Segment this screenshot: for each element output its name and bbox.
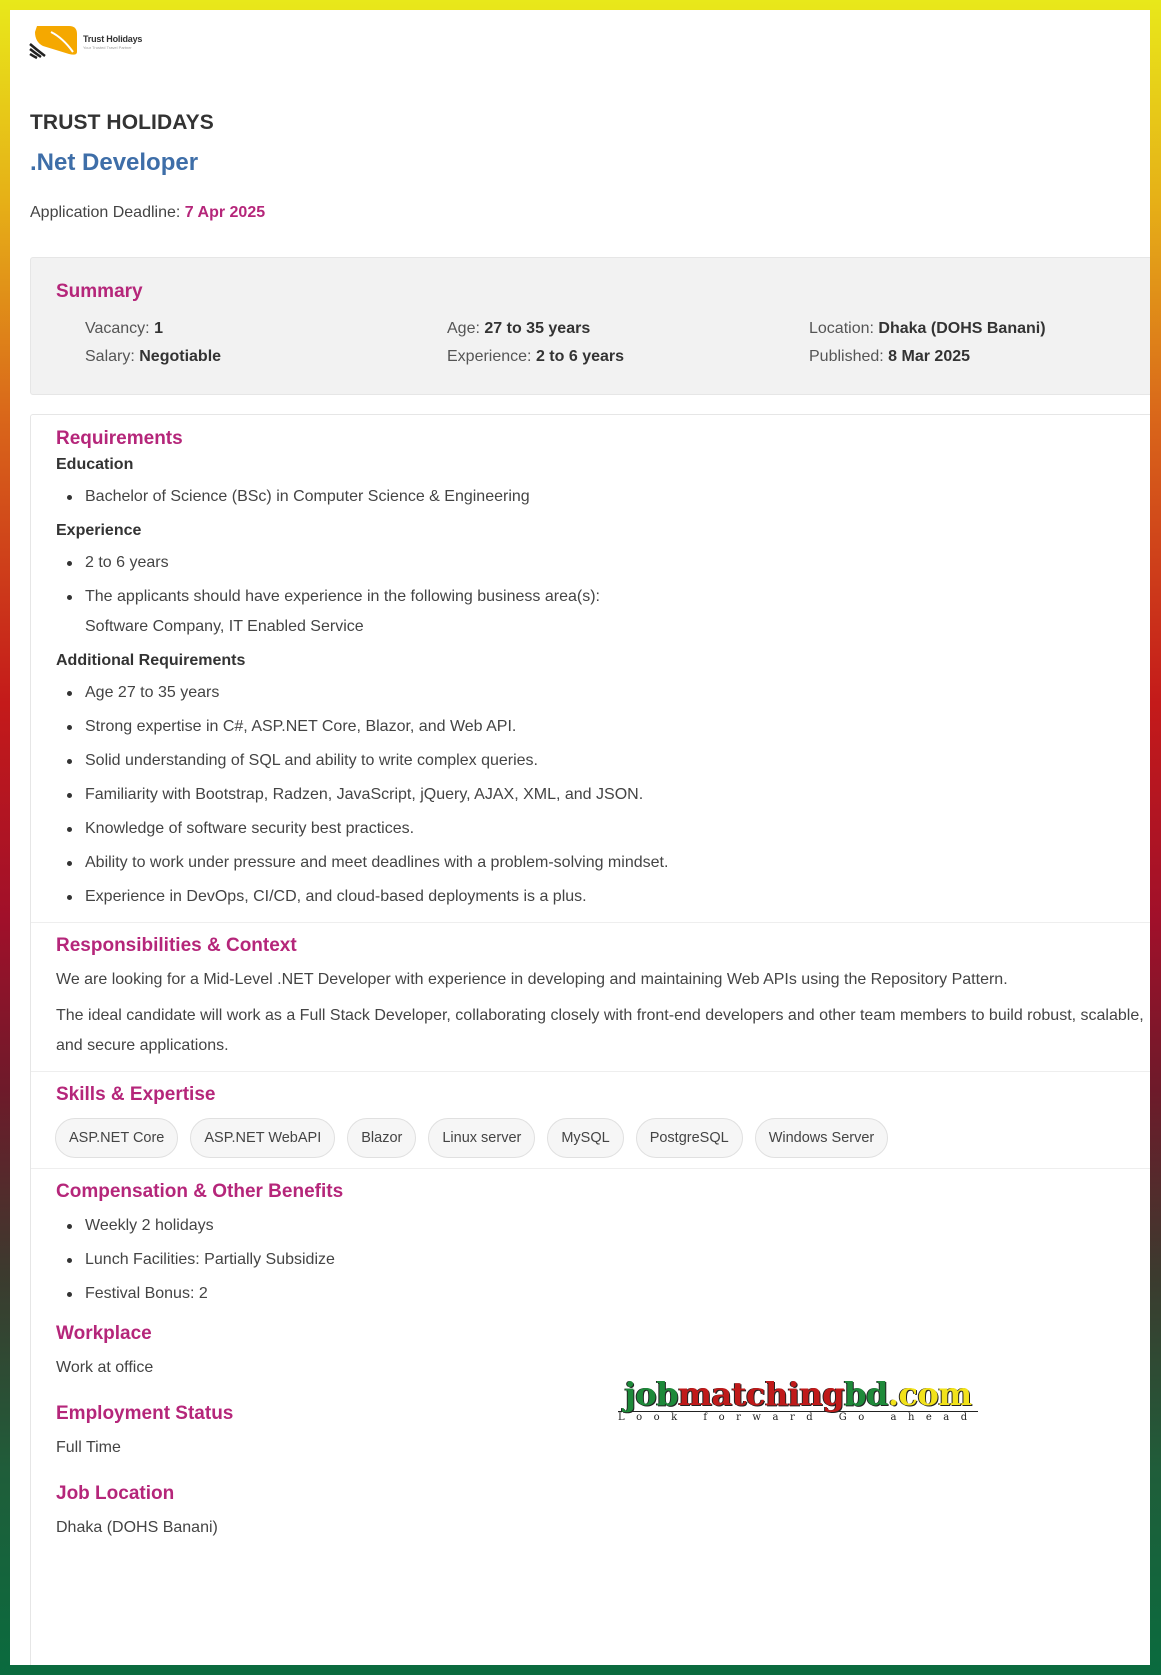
education-heading: Education xyxy=(56,456,134,473)
section-divider xyxy=(31,1071,1150,1072)
job-title: .Net Developer xyxy=(30,149,199,176)
additional-requirements-list xyxy=(56,678,1150,912)
company-name: TRUST HOLIDAYS xyxy=(30,111,214,134)
list-item: Familiarity with Bootstrap, Radzen, JavaScript, jQuery, AJAX, XML, and JSON. xyxy=(56,780,1150,810)
skills-heading: Skills & Expertise xyxy=(56,1084,216,1105)
list-item: Age 27 to 35 years xyxy=(56,678,1150,708)
skill-chip[interactable]: Blazor xyxy=(347,1118,416,1158)
logo-tagline: Your Trusted Travel Partner xyxy=(83,44,132,50)
watermark-tagline: Look forward Go ahead xyxy=(618,1412,979,1423)
logo-name: Trust Holidays xyxy=(83,33,143,44)
job-location-heading: Job Location xyxy=(56,1483,175,1504)
list-item: Strong expertise in C#, ASP.NET Core, Blazor, and Web API. xyxy=(56,712,1150,742)
employment-status-value: Full Time xyxy=(56,1439,121,1456)
responsibilities-paragraph: The ideal candidate will work as a Full Stack Developer, collaborating closely with front-end developers and other team members to build robust, scalable, and secure applications. xyxy=(56,1007,1144,1054)
deadline-label: Application Deadline: xyxy=(30,204,181,221)
watermark-logo: jobmatchingbd.com xyxy=(624,1375,972,1413)
summary-location: Location: Dhaka (DOHS Banani) xyxy=(809,320,1046,337)
summary-salary: Salary: Negotiable xyxy=(85,348,222,365)
deadline-value: 7 Apr 2025 xyxy=(184,204,266,221)
summary-experience: Experience: 2 to 6 years xyxy=(447,348,625,365)
skill-chip[interactable]: ASP.NET Core xyxy=(55,1118,178,1158)
page-frame xyxy=(10,10,1150,1665)
list-item: Knowledge of software security best practices. xyxy=(56,814,1150,844)
list-item: Ability to work under pressure and meet deadlines with a problem-solving mindset. xyxy=(56,848,1150,878)
summary-vacancy: Vacancy: 1 xyxy=(85,320,163,337)
summary-heading: Summary xyxy=(56,281,143,302)
responsibilities-heading: Responsibilities & Context xyxy=(56,935,297,956)
list-item: Lunch Facilities: Partially Subsidize xyxy=(56,1245,1150,1275)
section-divider xyxy=(31,1168,1150,1169)
list-item: Festival Bonus: 2 xyxy=(56,1279,1150,1309)
skill-chip[interactable]: Linux server xyxy=(428,1118,535,1158)
skills-list xyxy=(55,1118,1150,1158)
list-item: The applicants should have experience in the following business area(s): Software Company, IT Enabled Service xyxy=(56,582,1150,642)
workplace-heading: Workplace xyxy=(56,1323,152,1344)
list-item: 2 to 6 years xyxy=(56,548,1150,578)
workplace-value: Work at office xyxy=(56,1359,154,1376)
experience-list xyxy=(56,548,1150,642)
responsibilities-paragraph: We are looking for a Mid-Level .NET Developer with experience in developing and maintaining Web APIs using the Repository Pattern. xyxy=(56,971,1008,988)
company-logo xyxy=(29,18,159,66)
list-item: Weekly 2 holidays xyxy=(56,1211,1150,1241)
experience-heading: Experience xyxy=(56,522,142,539)
skill-chip[interactable]: Windows Server xyxy=(755,1118,889,1158)
compensation-list xyxy=(56,1211,1150,1309)
requirements-heading: Requirements xyxy=(56,428,183,449)
list-item: Bachelor of Science (BSc) in Computer Science & Engineering xyxy=(56,482,1150,512)
logo-icon xyxy=(29,24,81,60)
education-list xyxy=(56,482,1150,512)
list-item: Experience in DevOps, CI/CD, and cloud-based deployments is a plus. xyxy=(56,882,1150,912)
job-location-value: Dhaka (DOHS Banani) xyxy=(56,1519,218,1536)
summary-age: Age: 27 to 35 years xyxy=(447,320,591,337)
details-section xyxy=(30,414,1150,1665)
skill-chip[interactable]: ASP.NET WebAPI xyxy=(190,1118,335,1158)
summary-published: Published: 8 Mar 2025 xyxy=(809,348,971,365)
application-deadline xyxy=(30,204,265,222)
section-divider xyxy=(31,922,1150,923)
additional-requirements-heading: Additional Requirements xyxy=(56,652,246,669)
skill-chip[interactable]: PostgreSQL xyxy=(636,1118,743,1158)
summary-grid xyxy=(85,320,1150,366)
compensation-heading: Compensation & Other Benefits xyxy=(56,1181,344,1202)
site-watermark xyxy=(618,1375,979,1428)
summary-section xyxy=(30,257,1150,395)
employment-status-heading: Employment Status xyxy=(56,1403,234,1424)
list-item: Solid understanding of SQL and ability to write complex queries. xyxy=(56,746,1150,776)
skill-chip[interactable]: MySQL xyxy=(547,1118,623,1158)
